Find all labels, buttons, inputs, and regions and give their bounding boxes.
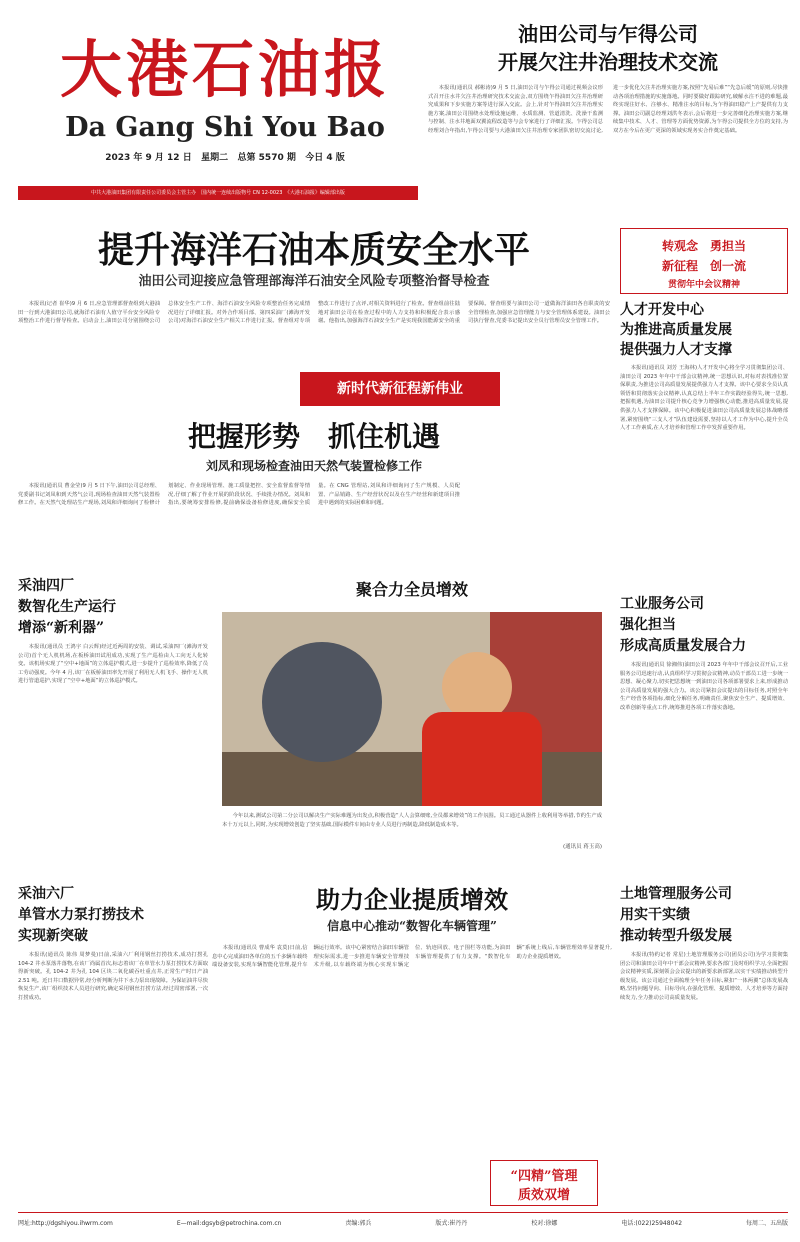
new-era-banner-text: 新时代新征程新伟业	[337, 381, 463, 397]
photo	[222, 612, 602, 806]
info-title: 助力企业提质增效	[316, 885, 508, 914]
footer-proof: 校对:徐娜	[531, 1220, 558, 1227]
footer-rule	[18, 1212, 788, 1213]
four-precision-line-2: 质效双增	[517, 1188, 570, 1203]
photo-story	[212, 576, 612, 876]
issue-pages: 今日 4 版	[305, 153, 345, 163]
land-body	[620, 951, 788, 1199]
cy6-story	[18, 884, 208, 1204]
lead-story-title: 提升海洋石油本质安全水平	[97, 229, 530, 271]
lead-story-subtitle: 油田公司迎接应急管理部海洋石油安全风险专项整治督导检查	[138, 274, 490, 289]
service-paragraph: 本报讯(通讯员 徐湘伟)油田公司 2023 年年中干部会议召开后,工业服务公司迅速行动,认真组织学习贯彻会议精神,动员干部员工进一步统一思想、凝心聚力,切实把思想统一到油田公司各项部署要求上来,形成推动公司高质量发展的强大合力。该公司紧扣会议提出的目标任务,对照全年生产经营各项指标,细化分解任务,明确责任,聚焦安全生产、提质增效、改革创新等重点工作,统筹推进各项工作落实落地。	[620, 662, 788, 711]
masthead-red-bar-text: 中共大港油田集团有限责任公司委员会主管主办 国内统一连续出版物号 CN 12-0023 《大港石油报》编辑部出版	[91, 190, 345, 196]
land-title-2: 用实干实绩	[620, 907, 690, 923]
photo-story-title: 聚合力全员增效	[355, 580, 468, 599]
four-precision-line-1: “四精”管理	[510, 1169, 578, 1184]
footer-editor: 责编:郭兵	[345, 1220, 372, 1227]
service-title-1: 工业服务公司	[620, 596, 704, 612]
four-precision-box	[490, 1160, 598, 1206]
photo-caption-text: 今年以来,测试公司第二分公司以解决生产实际难题为出发点,积极营造“人人会算细账,全员都来增效”的工作氛围。员工通过从器件上收利用等举措,节约生产成本十万元以上,同时,为实现增效创造了坚实基础,国际模件车间由专业人员进行再制造,降低制造成本等。	[222, 813, 602, 828]
cy4-story	[18, 576, 208, 876]
masthead-title: 大港石油报	[59, 33, 390, 106]
footer-website[interactable]: 网址:http://dgshiyou.ihwrm.com	[18, 1220, 113, 1227]
talent-title-2: 为推进高质量发展	[620, 322, 732, 338]
footer-layout: 版式:崔丹丹	[435, 1220, 468, 1227]
top-story-title-1: 油田公司与乍得公司	[518, 22, 698, 46]
new-era-banner	[300, 372, 500, 406]
service-title-2: 强化担当	[620, 617, 676, 633]
slogan-line-2: 新征程 创一流	[661, 259, 746, 273]
talent-body	[620, 364, 788, 584]
issue-date: 2023 年 9 月 12 日	[105, 153, 192, 163]
slogan-line-1: 转观念 勇担当	[661, 239, 746, 253]
info-body	[212, 944, 612, 1184]
second-story-body	[18, 482, 610, 558]
masthead	[50, 30, 400, 180]
cy4-body	[18, 643, 208, 871]
photo-caption	[222, 812, 602, 842]
masthead-red-bar	[18, 186, 418, 200]
issue-number: 总第 5570 期	[237, 153, 296, 163]
cy4-title-1: 采油四厂	[18, 578, 74, 594]
photo-credit: (通讯员 蒋玉高)	[562, 844, 602, 850]
cy6-title-2: 单管水力泵打捞技术	[18, 907, 144, 923]
footer-schedule: 每周二、五出版	[745, 1220, 788, 1227]
land-title-1: 土地管理服务公司	[620, 886, 732, 902]
top-story	[428, 20, 788, 240]
info-story	[212, 884, 612, 1204]
footer-email[interactable]: E—mail:dgsyb@petrochina.com.cn	[176, 1220, 282, 1227]
talent-title-1: 人才开发中心	[620, 302, 704, 318]
slogan-box	[620, 228, 788, 294]
cy4-title-2: 数智化生产运行	[18, 599, 116, 615]
cy6-paragraph: 本报讯(通讯员 陈伟 周梦曼)日前,采油六厂利用钢丝打捞技术,成功打捞孔 104-2 井水泵落井落物,在该厂尚属首次,标志着该厂在单管水力泵打捞技术方面取得新突破。孔 104-2 井为孔 104 区块二氧化碳吞吐重点井,正常生产时日产油 2.51 吨。近日井口数据异常,经分析判断为井下水力泵出现故障。为保证油井尽快恢复生产,该厂组织技术人员进行研究,确定采用钢丝打捞方法,经过周密部署,一次打捞成功。	[18, 952, 208, 1001]
talent-paragraph: 本报讯(通讯员 刘芳 王海林)人才开发中心将全学习贯彻集团公司、油田公司 2023 年年中干部会议精神,统一思想认识,对标对表找准位置保职责,为推进公司高质量发展提供强力人才支撑。该中心要求全员认真领悟和贯彻落实会议精神,认真总结上半年工作实践经验得失,统一思想,把握机遇,为油田公司提升核心竞争力增强核心动能,推进高质量发展,提供强力人才支撑保障。该中心积极促进油田公司高质量发展总体战略部署,紧密围绕“三支人才”队伍建设需要,坚持以人才工作为中心,提升全员人才工作素质,在人才培养和管理工作中发挥重要作用。	[620, 365, 788, 432]
cy6-title-1: 采油六厂	[18, 886, 74, 902]
issue-weekday: 星期二	[201, 153, 229, 163]
cy6-title-3: 实现新突破	[18, 928, 88, 944]
footer	[18, 1216, 788, 1232]
service-title-3: 形成高质量发展合力	[620, 638, 746, 654]
second-story	[18, 418, 610, 568]
second-story-paragraph: 本报讯(通讯员 曹金莹)9 月 5 日下午,油田公司总经理、党委副书记刘凤和到天然气公司,现场检查油田天然气装置检修工作。在天然气处理站生产现场,刘凤和详细询问了检修计划制定、作业现场管理、施工质量把控、安全监督监督等情况,仔细了解了作业开展的阶段状况、手续批办情况。刘凤和指出,要统筹安排检修,提前确保设备检修进度,确保安全质量。在 CNG 管理站,刘凤和详细询问了生产规模、人员配置、产品销路、生产经营状况以及在生产经营和新建项目推进中遇到的实际困难和问题。	[18, 483, 460, 507]
slogan-caption: 贯彻年中会议精神	[667, 280, 740, 290]
top-story-paragraph: 本报讯(通讯员 郝彬涛)9 月 5 日,油田公司与乍得公司通过视频会议形式召开注水井欠注井治理研究技术交流会,双方围绕乍得油田欠注井治理研究成果和下步实施方案等进行深入交流。会上,针对乍得油田欠注井治理实施方案,油田公司围绕水处理设施运维、水质监测、管道清洗、洗澡干监测与控制、注水井地面双翼流程改造等与会专家进行了详细汇报。乍得公司总经理刘合年指出,乍得公司要与大港油田欠注井治理专家团队密切交流讨论,进一步优化欠注井治理实施方案,按照“先易后难”“先急后缓”的原则,尽快推动各项治理措施的实施落地。同时要做好跟踪研究,破解水注不进的难题,最终实现注好水、注够水、精准注水的目标,为乍得油田稳产上产提供有力支撑。油田公司副总经理刘洪冬表示,会后将进一步完善细化治理实施方案,继续集中技术、人才、管理等方面优势资源,为乍得公司提供全方位的支持,为双方在今后在更广更深的领域实现务实合作奠定基础。	[428, 85, 788, 134]
cy6-body	[18, 951, 208, 1199]
land-story	[620, 884, 788, 1204]
masthead-pinyin: Da Gang Shi You Bao	[65, 112, 385, 143]
top-story-body	[428, 84, 788, 234]
service-body	[620, 661, 788, 871]
lead-story-paragraph: 本报讯(记者 崔华)9 月 6 日,应急管理部督查组到大港油田一行到大港油田公司,就海洋石油有人值守平台安全风险专项整治工作进行督导检查。启动会上,油田公司分别围绕公司总体安全生产工作、海洋石油安全风险专项整治任务完成情况进行了详细汇报。对外合作项目部、第四采油厂(滩海开发公司)对海洋石油安全生产相关工作进行汇报。督查组对专项整改工作进行了点评,对相关资料进行了检查。督查组前往陆地对油田公司在检查过程中的人力支持和积极配合表示感谢。他指出,加强海洋石油安全生产是实现我国能源安全的重要保障。督查组要与油田公司一道做海洋油田各自职责的安全管理检查,加强应急管理能力与安全管理体系建设。油田公司执行督查,党委书记提出安全员行管理员安全管理工作。	[18, 301, 610, 325]
info-paragraph: 本报讯(通讯员 曹成华 袁莫)日前,信息中心完成油田各单位的五千多辆车载终端设备安装,实现车辆智能化管理,提升车辆运行效率。该中心紧密结合油田车辆管理实际需求,进一步推进车辆安全管理技术升级,以车载终端为核心实现车辆定位、轨迹回放、电子围栏等功能,为油田车辆管理提供了有力支撑。“数智化车辆”系统上线后,车辆管理效率显著提升,助力企业提质增效。	[212, 945, 612, 969]
second-story-title: 把握形势 抓住机遇	[187, 420, 440, 453]
land-paragraph: 本报讯(特约记者 常星)土地管理服务公司(团员公司)为学习贯彻集团公司和油田公司年中干部会议精神,要求各部门及时组织学习,全面把握会议精神实质,深刻领会会议提出的新要求新部署,以实干实绩推动转型升级发展。该公司通过全面梳理全年任务目标,紧扣“一体两翼”总体发展战略,坚持问题导向、目标导向,在强化管理、提质增效、人才培养等方面持续发力,全力推动公司高质量发展。	[620, 952, 788, 1001]
cy4-paragraph: 本报讯(通讯员 王鸿宇 白云辉)经过近两周的安装、调试,采油四厂(滩海开发公司)首个无人机机场,在板桥油田试用成功,实现了生产巡检由人工向无人化转变。该机场实现了“空中+地面”的立体巡护模式,进一步提升了巡检效率,降低了员工劳动强度。今年 4 月,该厂在板桥油田率先开展了利用无人机飞手、操作无人机进行管道巡护,实现了“空中+地面”的立体巡护模式。	[18, 644, 208, 685]
top-story-title-2: 开展欠注井治理技术交流	[498, 50, 718, 74]
land-title-3: 推动转型升级发展	[620, 928, 732, 944]
service-story	[620, 594, 788, 876]
footer-phone: 电话:(022)25948042	[621, 1220, 683, 1227]
talent-title-3: 提供强力人才支撑	[620, 342, 732, 358]
second-story-subtitle: 刘凤和现场检查油田天然气装置检修工作	[205, 459, 422, 473]
cy4-title-3: 增添“新利器”	[18, 620, 105, 636]
talent-story	[620, 300, 788, 590]
info-subtitle: 信息中心推动“数智化车辆管理”	[327, 919, 497, 933]
